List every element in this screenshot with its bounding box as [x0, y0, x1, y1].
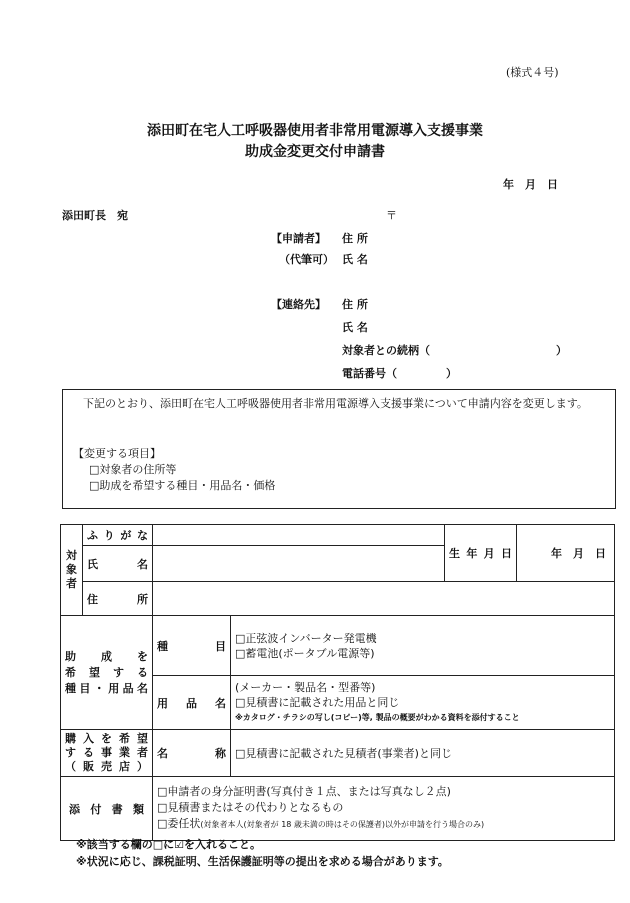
vendor-label-line1: 購入を希望 — [65, 732, 148, 745]
target-person-label: 対象者 — [61, 525, 83, 616]
postal-mark: 〒 — [386, 209, 397, 222]
applicant-label: 【申請者】 — [271, 232, 326, 245]
attach-option-proxy-note: (対象者本人(対象者が 18 歳未満の時はその保護者)以外が申請を行う場合のみ) — [200, 820, 485, 829]
birthdate-label: 生年月日 — [445, 525, 517, 582]
type-label: 種目 — [153, 616, 231, 676]
furigana-label: ふりがな — [83, 525, 153, 546]
birthdate-field[interactable]: 年 月 日 — [517, 525, 615, 582]
contact-address-label: 住 所 — [342, 298, 368, 311]
subsidy-label-line1: 助成を — [65, 649, 148, 663]
contact-label: 【連絡先】 — [271, 298, 326, 311]
product-option-same[interactable]: □見積書に記載された用品と同じ — [235, 696, 400, 709]
phone-label: 電話番号（ — [342, 367, 397, 380]
type-option-battery[interactable]: □蓄電池(ポータブル電源等) — [235, 646, 375, 660]
footnote-checkbox: ※該当する欄の□に☑を入れること。 — [76, 838, 261, 851]
notice-text: 下記のとおり、添田町在宅人工呼吸器使用者非常用電源導入支援事業について申請内容を変更します。 — [83, 397, 588, 410]
subsidy-item-label — [61, 616, 153, 730]
attach-option-estimate[interactable]: □見積書またはその代わりとなるもの — [157, 801, 344, 814]
address-label: 住所 — [83, 582, 153, 616]
phone-close: ） — [446, 367, 457, 380]
attach-option-id[interactable]: □申請者の身分証明書(写真付き１点、または写真なし２点) — [157, 785, 451, 798]
form-number: (様式４号) — [506, 66, 559, 79]
proxy-label: （代筆可） — [279, 253, 334, 266]
vendor-option-same[interactable]: □見積書に記載された見積者(事業者)と同じ — [231, 730, 615, 777]
subsidy-label-line2: 希望する — [65, 665, 148, 679]
addressee: 添田町長 宛 — [62, 209, 128, 222]
attach-option-proxy[interactable] — [157, 816, 610, 833]
change-item-product[interactable]: □助成を希望する種目・用品名・価格 — [89, 479, 276, 492]
type-options — [231, 616, 615, 676]
relation-close: ） — [556, 344, 567, 357]
title-line-2: 助成金変更交付申請書 — [245, 144, 385, 160]
relation-label: 対象者との続柄（ — [342, 344, 430, 357]
product-catalog-note: ※カタログ・チラシの写し(コピー)等, 製品の概要がわかる資料を添付すること — [235, 713, 520, 722]
vendor-label-line3: （販売店） — [65, 760, 148, 773]
name-label: 氏名 — [83, 546, 153, 582]
change-items-title: 【変更する項目】 — [73, 447, 161, 460]
vendor-label — [61, 730, 153, 777]
furigana-field[interactable] — [153, 525, 445, 546]
product-label: 用品名 — [153, 676, 231, 730]
contact-name-label: 氏 名 — [342, 321, 368, 334]
product-note-maker: (メーカー・製品名・型番等) — [235, 681, 376, 694]
notice-box — [62, 389, 616, 509]
product-cell — [231, 676, 615, 730]
applicant-address-label: 住 所 — [342, 232, 368, 245]
subsidy-label-line3: 種目・用品名 — [65, 681, 148, 695]
application-table — [60, 524, 615, 841]
address-field[interactable] — [153, 582, 615, 616]
title-line-1: 添田町在宅人工呼吸器使用者非常用電源導入支援事業 — [147, 123, 483, 139]
vendor-label-line2: する事業者 — [65, 746, 148, 759]
footnote-certificates: ※状況に応じ、課税証明、生活保護証明等の提出を求める場合があります。 — [76, 855, 449, 868]
change-item-address[interactable]: □対象者の住所等 — [89, 463, 177, 476]
applicant-name-label: 氏 名 — [342, 253, 368, 266]
vendor-name-label: 名称 — [153, 730, 231, 777]
attachments-cell — [153, 777, 615, 841]
attach-option-proxy-main: □委任状 — [157, 817, 201, 830]
attachments-label: 添付書類 — [61, 777, 153, 841]
date-line: 年 月 日 — [503, 178, 558, 191]
type-option-generator[interactable]: □正弦波インバーター発電機 — [235, 631, 377, 645]
name-field[interactable] — [153, 546, 445, 582]
